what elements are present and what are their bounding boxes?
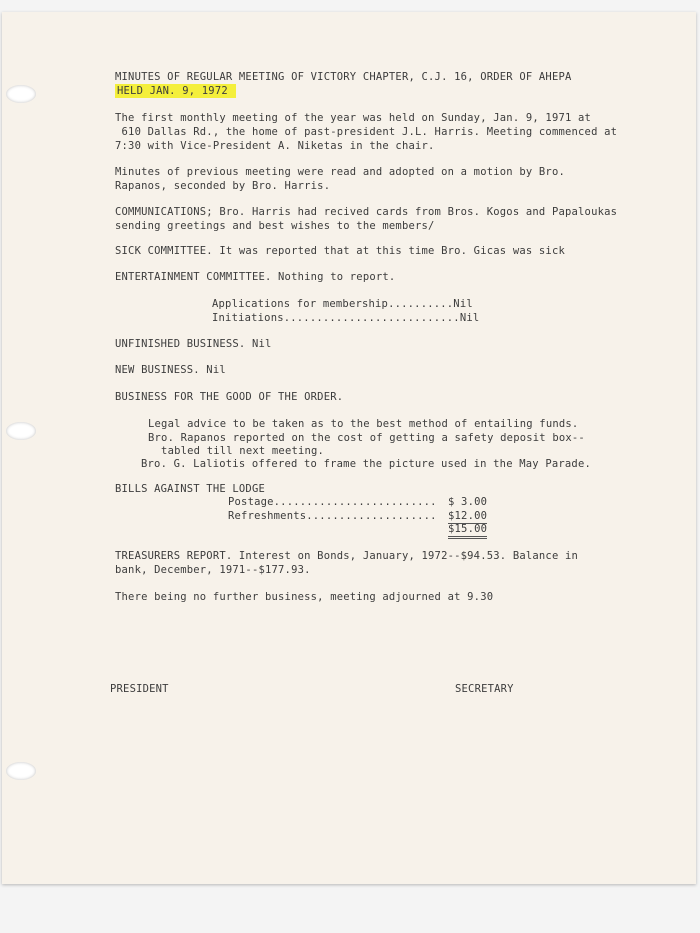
entertainment-committee: ENTERTAINMENT COMMITTEE. Nothing to report. [115,271,396,283]
bills-total: $15.00 [448,522,487,539]
secretary-signature-label: SECRETARY [455,683,514,695]
minutes-line-2: Rapanos, seconded by Bro. Harris. [115,180,331,192]
postage-amount: $ 3.00 [448,496,488,508]
initiations-line: Initiations...........................Nil [212,312,480,324]
refreshments-amount: $12.00 [448,510,488,522]
minutes-title: MINUTES OF REGULAR MEETING OF VICTORY CHAPTER, C.J. 16, ORDER OF AHEPA [115,71,572,83]
punch-hole [6,422,36,440]
postage-label: Postage......................... [228,496,437,508]
order-item-picture: Bro. G. Laliotis offered to frame the picture used in the May Parade. [141,458,591,470]
punch-hole [6,85,36,103]
punch-hole [6,762,36,780]
opening-line-3: 7:30 with Vice-President A. Niketas in the chair. [115,140,435,152]
applications-line: Applications for membership..........Nil [212,298,473,310]
treasurer-line-1: TREASURERS REPORT. Interest on Bonds, January, 1972--$94.53. Balance in [115,550,579,562]
order-item-tabled: tabled till next meeting. [148,445,325,457]
good-of-order-heading: BUSINESS FOR THE GOOD OF THE ORDER. [115,391,344,403]
communications-line-2: sending greetings and best wishes to the members/ [115,220,435,232]
order-item-deposit-box: Bro. Rapanos reported on the cost of getting a safety deposit box-- [148,432,585,444]
opening-line-1: The first monthly meeting of the year was held on Sunday, Jan. 9, 1971 at [115,112,592,124]
meeting-date [115,84,236,98]
date-highlight: HELD JAN. 9, 1972 [115,84,236,98]
sick-committee: SICK COMMITTEE. It was reported that at this time Bro. Gicas was sick [115,245,565,257]
bills-heading: BILLS AGAINST THE LODGE [115,483,265,495]
president-signature-label: PRESIDENT [110,683,169,695]
refreshments-label: Refreshments.................... [228,510,437,522]
order-item-legal: Legal advice to be taken as to the best method of entailing funds. [148,418,579,430]
adjournment: There being no further business, meeting adjourned at 9.30 [115,591,494,603]
communications-line-1: COMMUNICATIONS; Bro. Harris had recived cards from Bros. Kogos and Papaloukas [115,206,618,218]
new-business: NEW BUSINESS. Nil [115,364,226,376]
unfinished-business: UNFINISHED BUSINESS. Nil [115,338,272,350]
opening-line-2: 610 Dallas Rd., the home of past-president J.L. Harris. Meeting commenced at [115,126,618,138]
treasurer-line-2: bank, December, 1971--$177.93. [115,564,311,576]
minutes-line-1: Minutes of previous meeting were read and adopted on a motion by Bro. [115,166,565,178]
